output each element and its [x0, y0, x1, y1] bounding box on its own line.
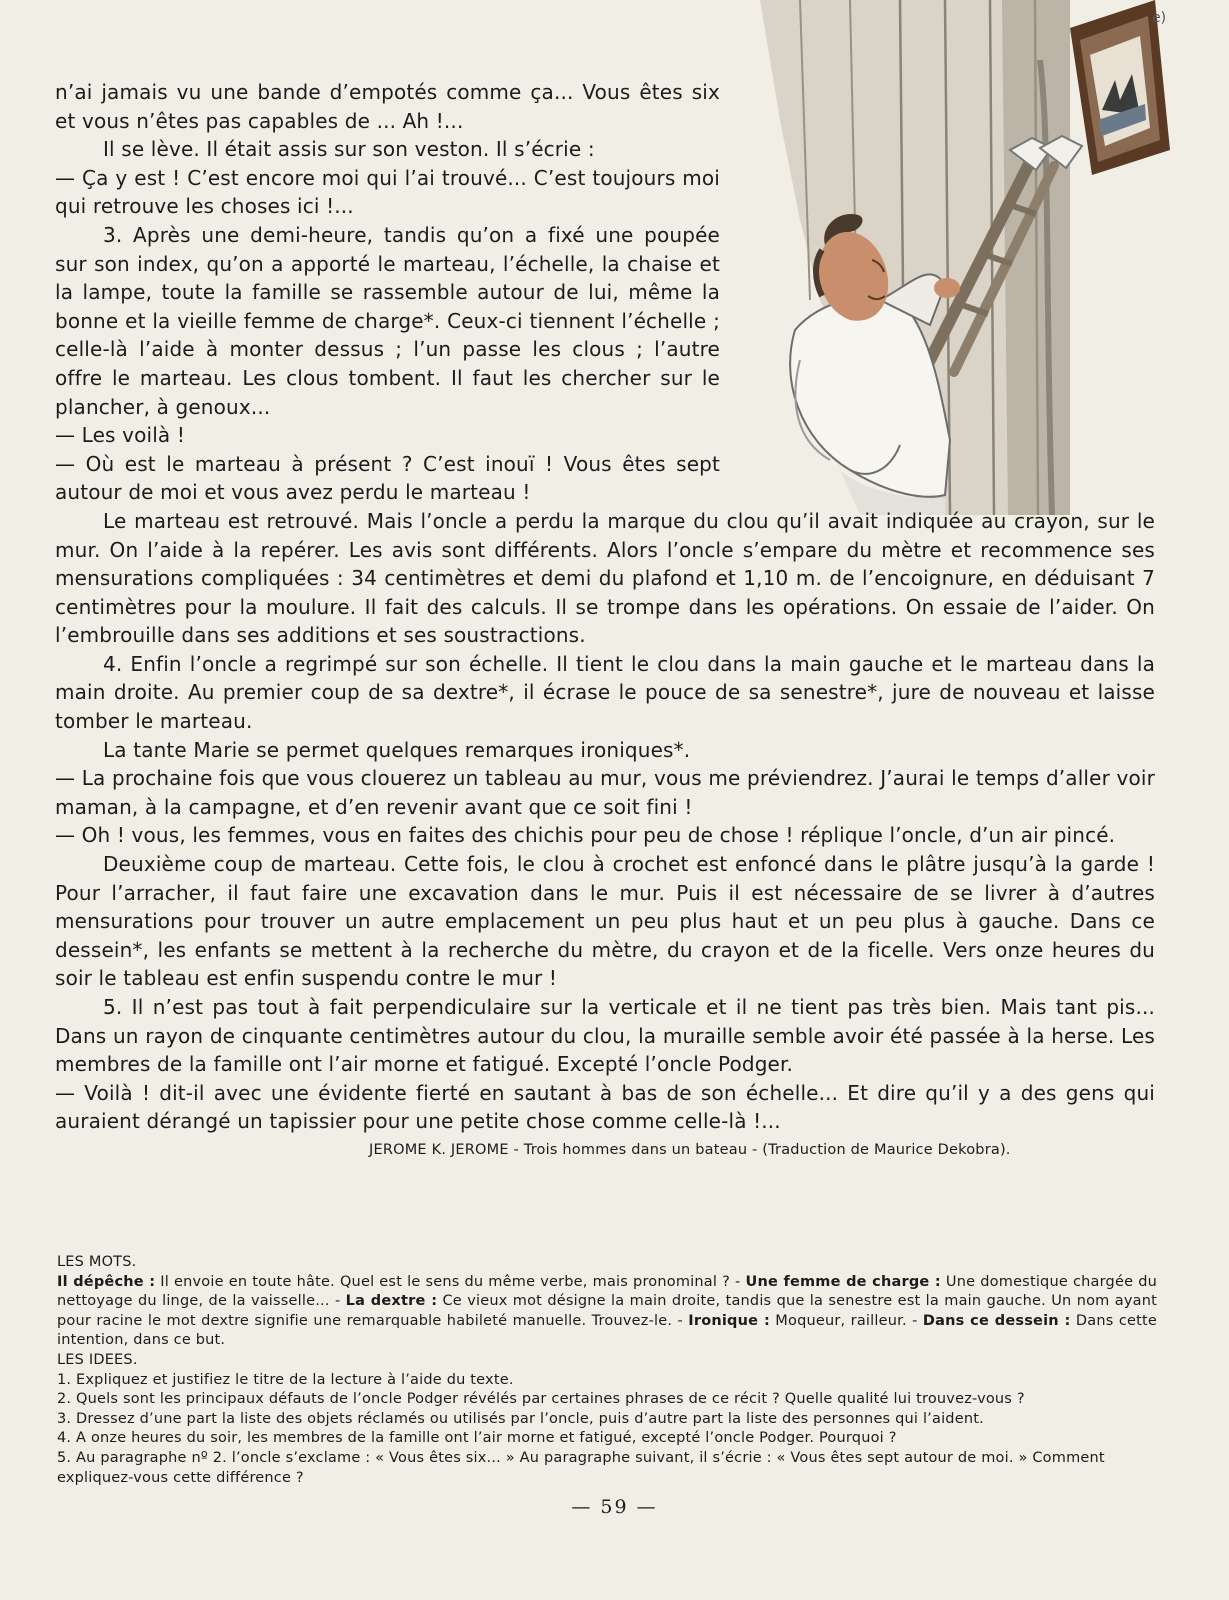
story-paragraph: 3. Après une demi-heure, tandis qu’on a fixé une poupée sur son index, qu’on a apporté le marteau, l’échelle, la chaise et la lampe, toute la famille se rassemble autour de lui, même la bonne et la vieille femme de charge*. Ceux-ci tiennent l’échelle ; celle-là l’aide à monter dessus ; l’un passe les clous ; l’autre offre le marteau. Les clous tombent. Il faut les chercher sur le plancher, à genoux... [55, 222, 720, 419]
vocab-definition: Ce vieux mot désigne la main droite, tandis que la senestre est la main gauche. Un nom ayant pour racine le mot dextre signifie une remarquable habileté manuelle. Trouvez-le. - [57, 1293, 1157, 1329]
story-paragraph: — Oh ! vous, les femmes, vous en faites des chichis pour peu de chose ! réplique l’oncle, d’un air pincé. [55, 823, 1116, 848]
questions-list [57, 1371, 1157, 1489]
study-notes [57, 1253, 1157, 1488]
story-paragraph: n’ai jamais vu une bande d’empotés comme ça... Vous êtes six et vous n’êtes pas capables de ... Ah !... [55, 80, 720, 133]
vocab-definition: Moqueur, railleur. - [769, 1312, 923, 1329]
story-paragraph: Le marteau est retrouvé. Mais l’oncle a perdu la marque du clou qu’il avait indiquée au crayon, sur le mur. On l’aide à la repérer. Les avis sont différents. Alors l’oncle s’empare du mètre et recommence ses mensurations compliquées : 34 centimètres et demi du plafond et 1,10 m. de l’encoignure, en déduisant 7 centimètres pour la moulure. Il fait des calculs. Il se trompe dans les opérations. On essaie de l’aider. On l’embrouille dans ses additions et ses soustractions. [55, 508, 1155, 648]
question-item: 3. Dressez d’une part la liste des objets réclamés ou utilisés par l’oncle, puis d’autre part la liste des personnes qui l’aident. [57, 1410, 984, 1427]
vocab-definition: Il envoie en toute hâte. Quel est le sens du même verbe, mais pronominal ? - [155, 1273, 746, 1290]
vocabulary-definitions [57, 1273, 1157, 1351]
story-paragraph: — Ça y est ! C’est encore moi qui l’ai trouvé... C’est toujours moi qui retrouve les choses ici !... [55, 165, 720, 219]
story-paragraph: — Où est le marteau à présent ? C’est inouï ! Vous êtes sept autour de moi et vous avez perdu le marteau ! [55, 451, 720, 505]
vocab-term: La dextre : [345, 1293, 438, 1310]
story-paragraph: 4. Enfin l’oncle a regrimpé sur son échelle. Il tient le clou dans la main gauche et le marteau dans la main droite. Au premier coup de sa dextre*, il écrase le pouce de sa senestre*, jure de nouveau et laisse tomber le marteau. [55, 651, 1155, 734]
story-paragraph: La tante Marie se permet quelques remarques ironiques*. [103, 737, 691, 762]
story-paragraph: 5. Il n’est pas tout à fait perpendiculaire sur la verticale et il ne tient pas très bien. Mais tant pis... Dans un rayon de cinquante centimètres autour du clou, la muraille semble avoir été passée à la herse. Les membres de la famille ont l’air morne et fatigué. Excepté l’oncle Podger. [55, 995, 1155, 1077]
question-item: 5. Au paragraphe nº 2. l’oncle s’exclame : « Vous êtes six... » Au paragraphe suivant, il s’écrie : « Vous êtes sept autour de moi. » Comment expliquez-vous cette différence ? [57, 1449, 1105, 1486]
idees-heading: LES IDEES. [57, 1351, 138, 1368]
vocab-term: Dans ce dessein : [922, 1312, 1071, 1329]
question-item: 2. Quels sont les principaux défauts de l’oncle Podger révélés par certaines phrases de ce récit ? Quelle qualité lui trouvez-vous ? [57, 1391, 1025, 1408]
vocab-term: Il dépêche : [57, 1273, 156, 1290]
story-paragraph: — La prochaine fois que vous clouerez un tableau au mur, vous me préviendrez. J’aurai le temps d’aller voir maman, à la campagne, et d’en revenir avant que ce soit fini ! [55, 766, 1155, 819]
vocab-definition: Une domestique chargée du nettoyage du linge, de la vaisselle... - [57, 1273, 1157, 1310]
story-paragraph: Deuxième coup de marteau. Cette fois, le clou à crochet est enfoncé dans le plâtre jusqu’à la garde ! Pour l’arracher, il faut faire une excavation dans le mur. Puis il est nécessaire de se livrer à d’autres mensurations pour trouver un autre emplacement un peu plus haut et un peu plus à gauche. Dans ce dessein*, les enfants se mettent à la recherche du mètre, du crayon et de la ficelle. Vers onze heures du soir le tableau est enfin suspendu contre le mur ! [55, 852, 1155, 991]
source-credit: JEROME K. JEROME - Trois hommes dans un bateau - (Traduction de Maurice Dekobra). [369, 1141, 1011, 1158]
question-item: 1. Expliquez et justifiez le titre de la lecture à l’aide du texte. [57, 1371, 514, 1388]
mots-heading: LES MOTS. [57, 1254, 137, 1270]
story-paragraph: — Les voilà ! [55, 423, 185, 448]
story-text [55, 78, 1155, 1165]
story-paragraph: — Voilà ! dit-il avec une évidente fierté en sautant à bas de son échelle... Et dire qu’il y a des gens qui auraient dérangé un tapissier pour une petite chose comme celle-là !... [55, 1080, 1155, 1134]
vocab-term: Une femme de charge : [745, 1273, 941, 1290]
story-paragraph: Il se lève. Il était assis sur son veston. Il s’écrie : [103, 137, 595, 162]
page-number: — 59 — [571, 1496, 658, 1518]
question-item: 4. A onze heures du soir, les membres de la famille ont l’air morne et fatigué, excepté l’oncle Podger. Pourquoi ? [57, 1430, 897, 1447]
svg-text:e): e) [1152, 10, 1167, 26]
vocab-definition: Dans cette intention, dans ce but. [57, 1312, 1157, 1349]
vocab-term: Ironique : [688, 1312, 770, 1329]
